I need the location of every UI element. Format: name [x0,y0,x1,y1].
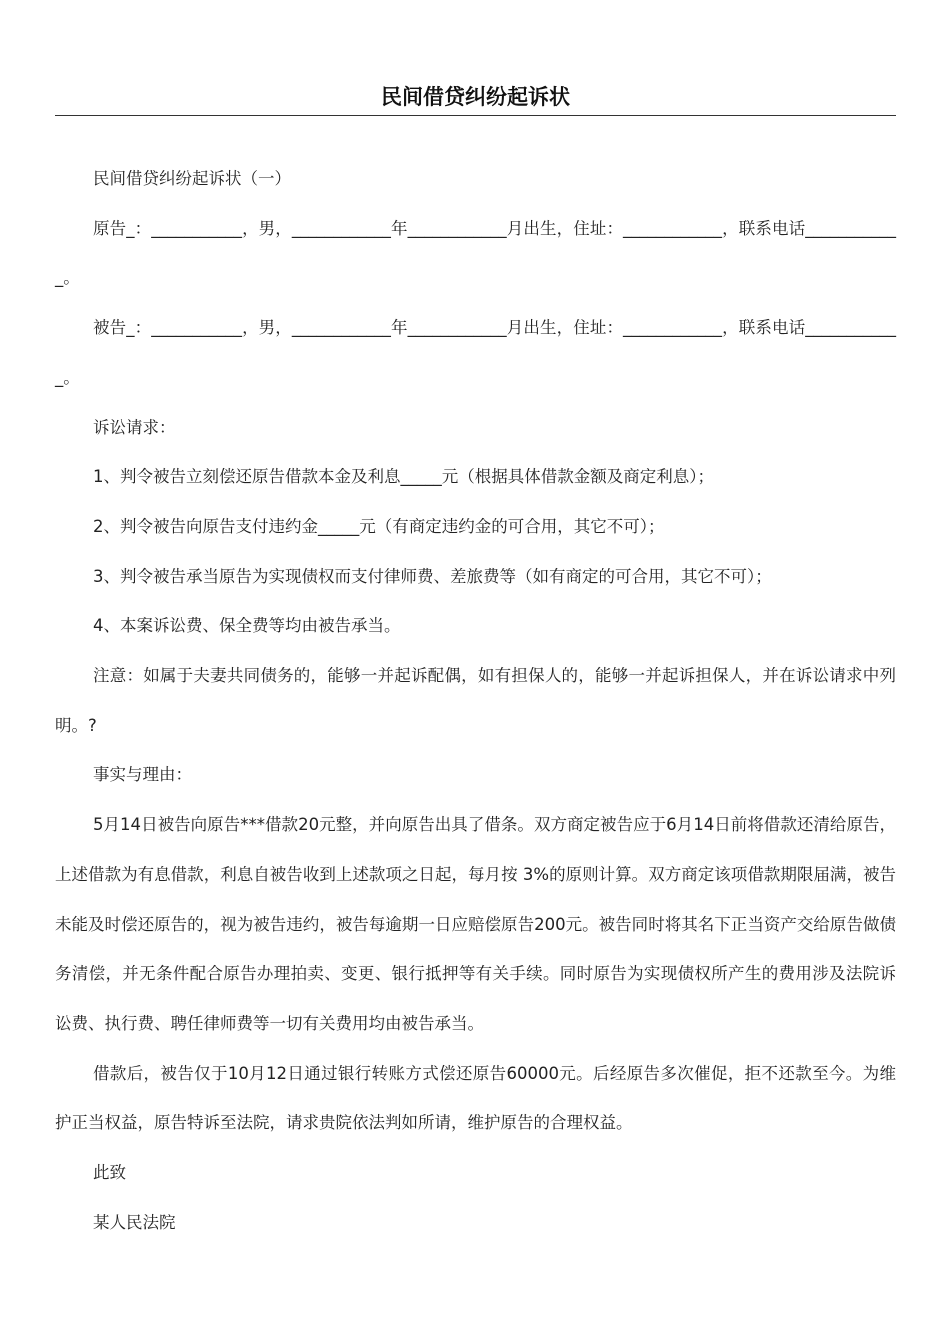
defendant-paragraph: 被告_：___________，男，____________年____________月出生，住址：____________，联系电话____________。 [55,318,896,387]
facts-heading: 事实与理由： [93,765,192,785]
claim-item-1: 1、判令被告立刻偿还原告借款本金及利息_____元（根据具体借款金额及商定利息）； [93,467,714,487]
claims-heading: 诉讼请求： [93,417,176,437]
claim-item-2: 2、判令被告向原告支付违约金_____元（有商定违约金的可合用，其它不可）； [93,516,665,536]
court-name: 某人民法院 [93,1212,176,1232]
facts-paragraph-2: 借款后，被告仅于10月12日通过银行转账方式偿还原告60000元。后经原告多次催促，拒不还款至今。为维护正当权益，原告特诉至法院，请求贵院依法判如所请，维护原告的合理权益。 [55,1063,896,1133]
claim-item-3: 3、判令被告承当原告为实现债权而支付律师费、差旅费等（如有商定的可合用，其它不可）； [93,566,772,586]
facts-paragraph-1: 5月14日被告向原告***借款20元整，并向原告出具了借条。双方商定被告应于6月14日前将借款还清给原告，上述借款为有息借款，利息自被告收到上述款项之日起，每月按 3%的原则计算。双方商定该项借款期限届满，被告未能及时偿还原告的，视为被告违约，被告每逾期一日应赔偿原告200元。被告同时将其名下正当资产交给原告做债务清偿，并无条件配合原告办理拍卖、变更、银行抵押等有关手续。同时原告为实现债权所产生的费用涉及法院诉讼费、执行费、聘任律师费等一切有关费用均由被告承当。 [55,815,896,1033]
document-title: 民间借贷纠纷起诉状 [381,85,570,109]
closing-salutation: 此致 [93,1163,126,1183]
plaintiff-paragraph: 原告_：___________，男，____________年____________月出生，住址：____________，联系电话____________。 [55,218,896,288]
claim-item-4: 4、本案诉讼费、保全费等均由被告承当。 [93,616,401,636]
document-body [55,154,896,1247]
subtitle-paragraph: 民间借贷纠纷起诉状（一） [93,169,291,188]
title-divider [55,115,896,116]
note-paragraph: 注意：如属于夫妻共同债务的，能够一并起诉配偶，如有担保人的，能够一并起诉担保人，并在诉讼请求中列明。? [55,666,896,735]
